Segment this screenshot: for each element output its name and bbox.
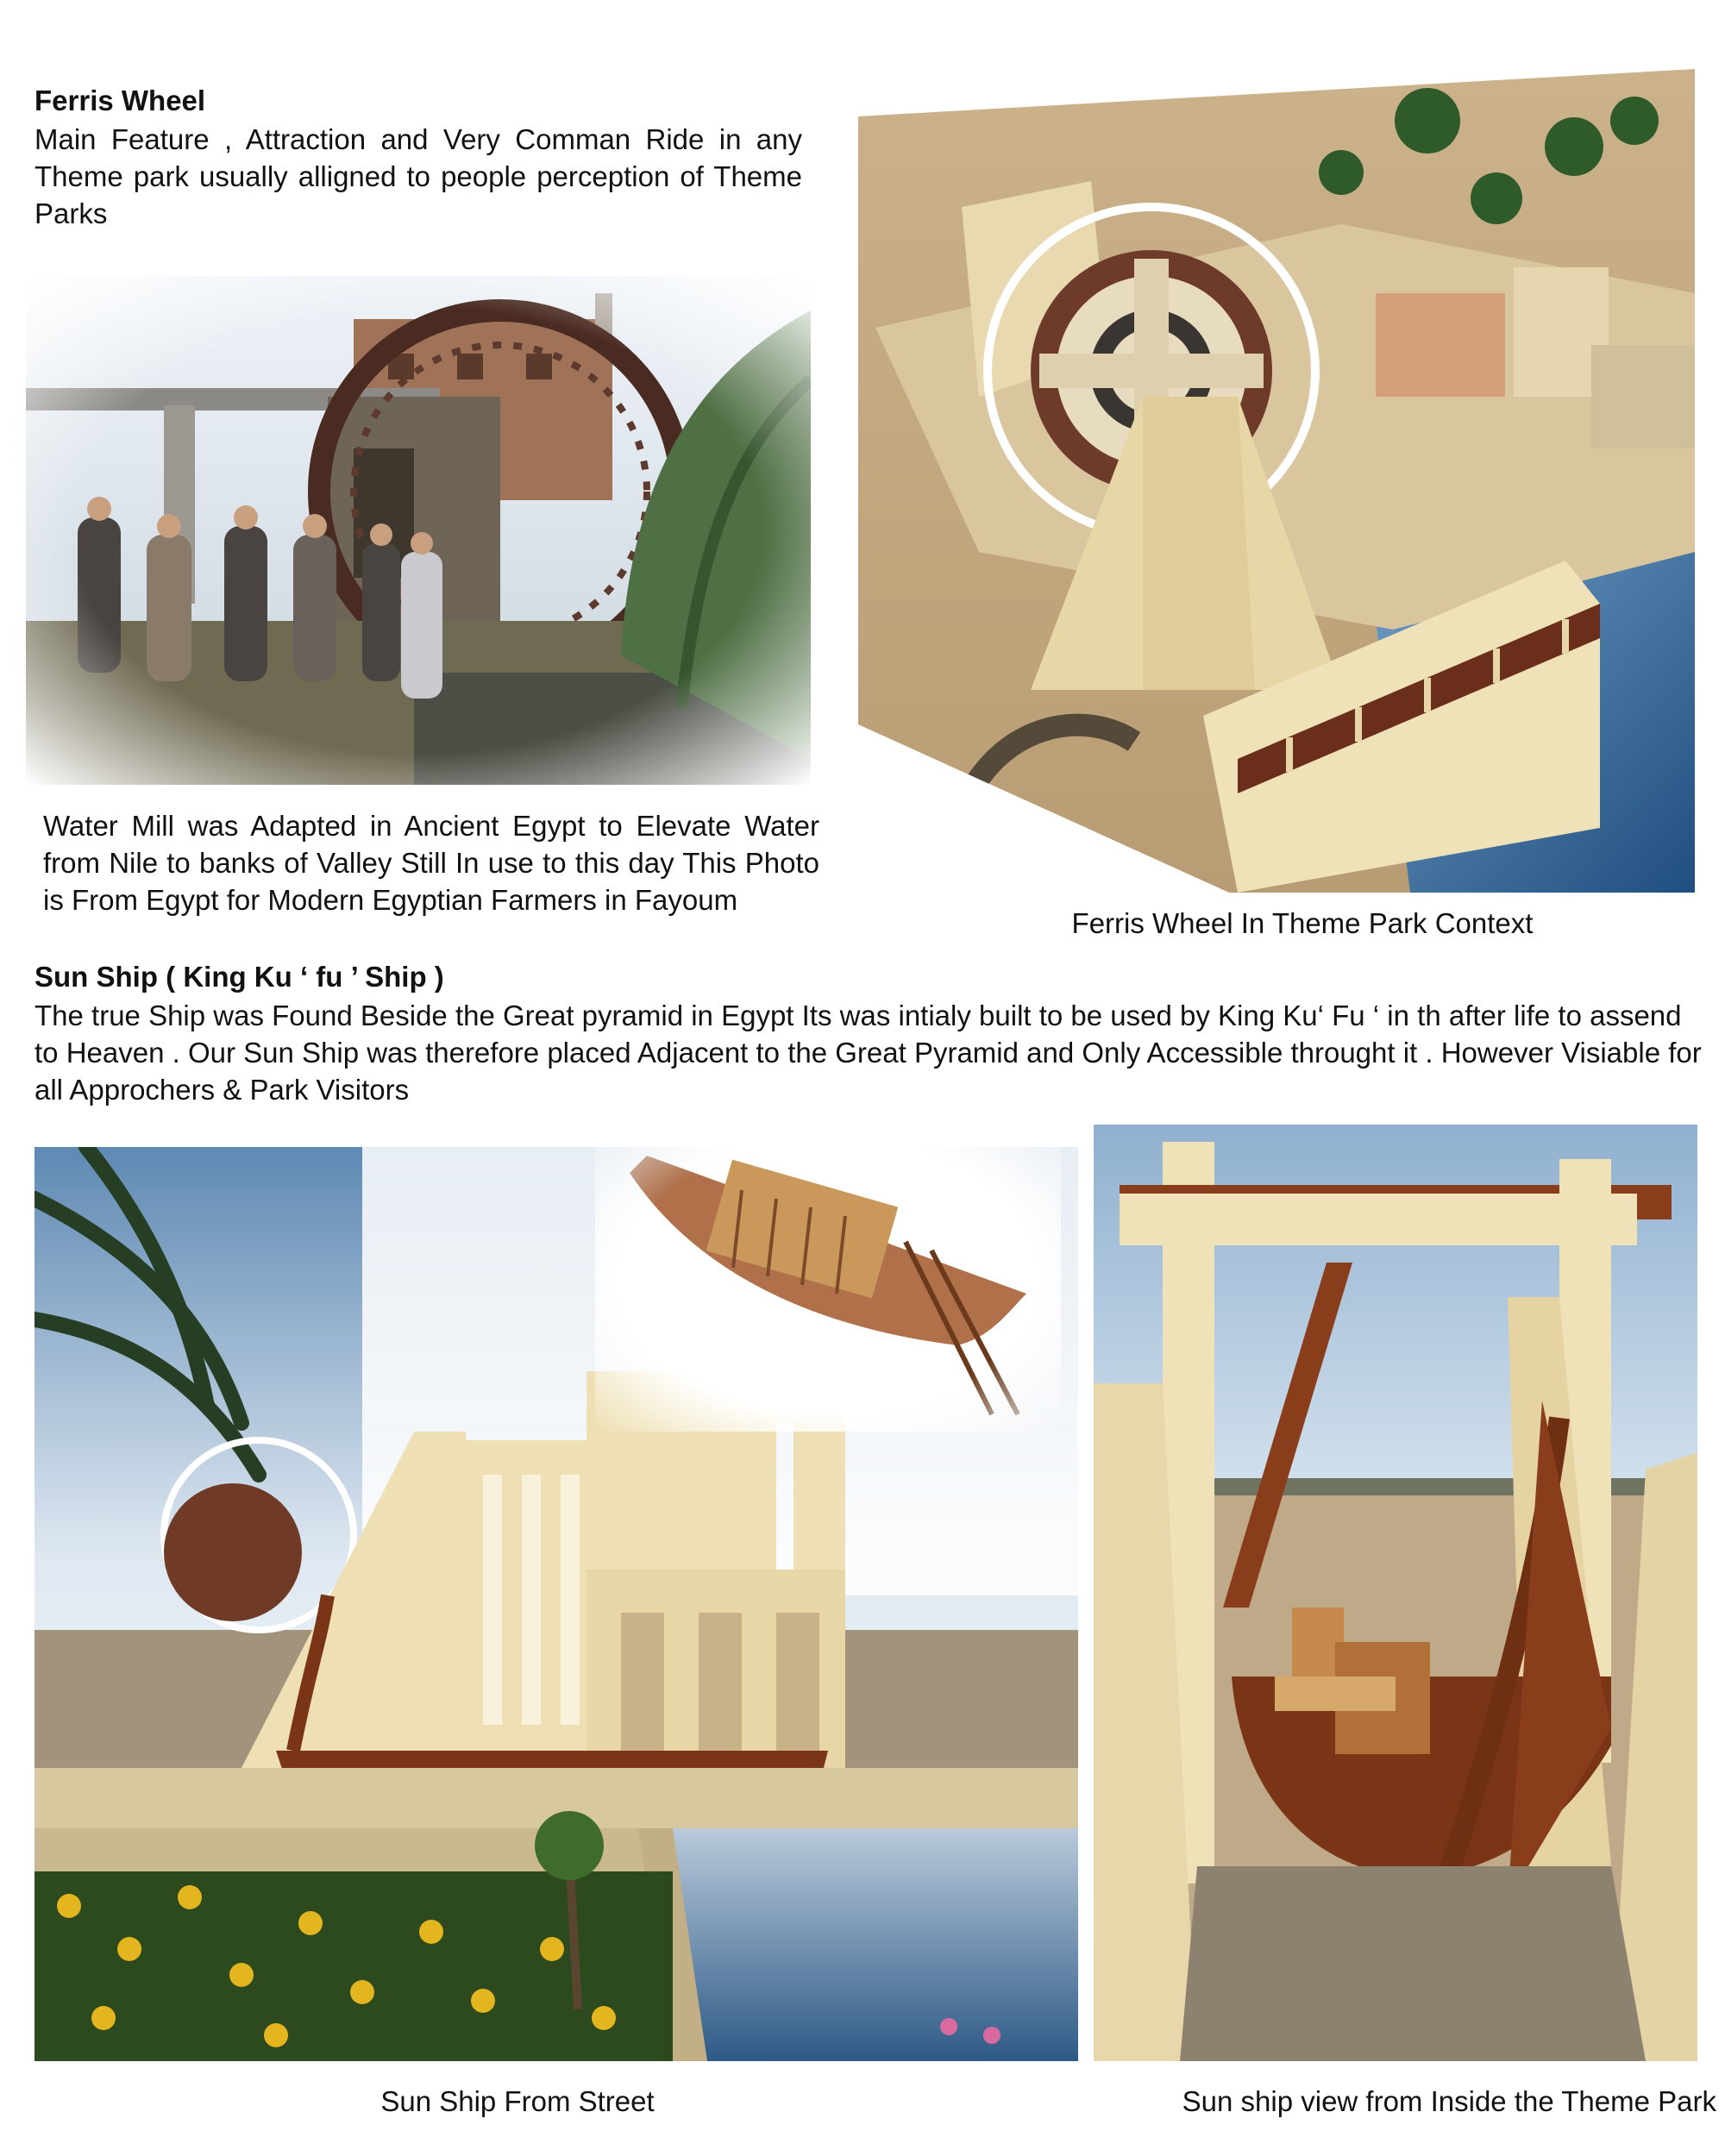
ferris-wheel-context-caption: Ferris Wheel In Theme Park Context (1071, 907, 1534, 939)
sun-ship-inside-render (1094, 1125, 1697, 2061)
ferris-wheel-heading: Ferris Wheel (34, 85, 206, 116)
sun-ship-inside-caption: Sun ship view from Inside the Theme Park (1182, 2085, 1716, 2117)
sun-ship-description: The true Ship was Found Beside the Great pyramid in Egypt Its was intialy built to be used by King Ku‘ Fu ‘ in th after life to assend to Heaven . Our Sun Ship was therefore placed Adjacent to the Great Pyramid and Only Accessible throught it . However Visiable for all Approchers & Park Visitors (34, 1000, 1702, 1106)
water-mill-caption: Water Mill was Adapted in Ancient Egypt to Elevate Water from Nile to banks of Valley Still In use to this day This Photo is From Egypt for Modern Egyptian Farmers in Fayoum (43, 810, 819, 916)
ferris-wheel-context-render (858, 69, 1695, 893)
water-mill-photo (26, 276, 811, 785)
khufu-boat-photo (595, 1121, 1061, 1432)
sun-ship-street-caption: Sun Ship From Street (380, 2085, 655, 2117)
ferris-wheel-description: Main Feature , Attraction and Very Comman Ride in any Theme park usually alligned to people perception of Theme Parks (34, 123, 802, 229)
sun-ship-heading: Sun Ship ( King Ku ‘ fu ’ Ship ) (34, 961, 444, 993)
